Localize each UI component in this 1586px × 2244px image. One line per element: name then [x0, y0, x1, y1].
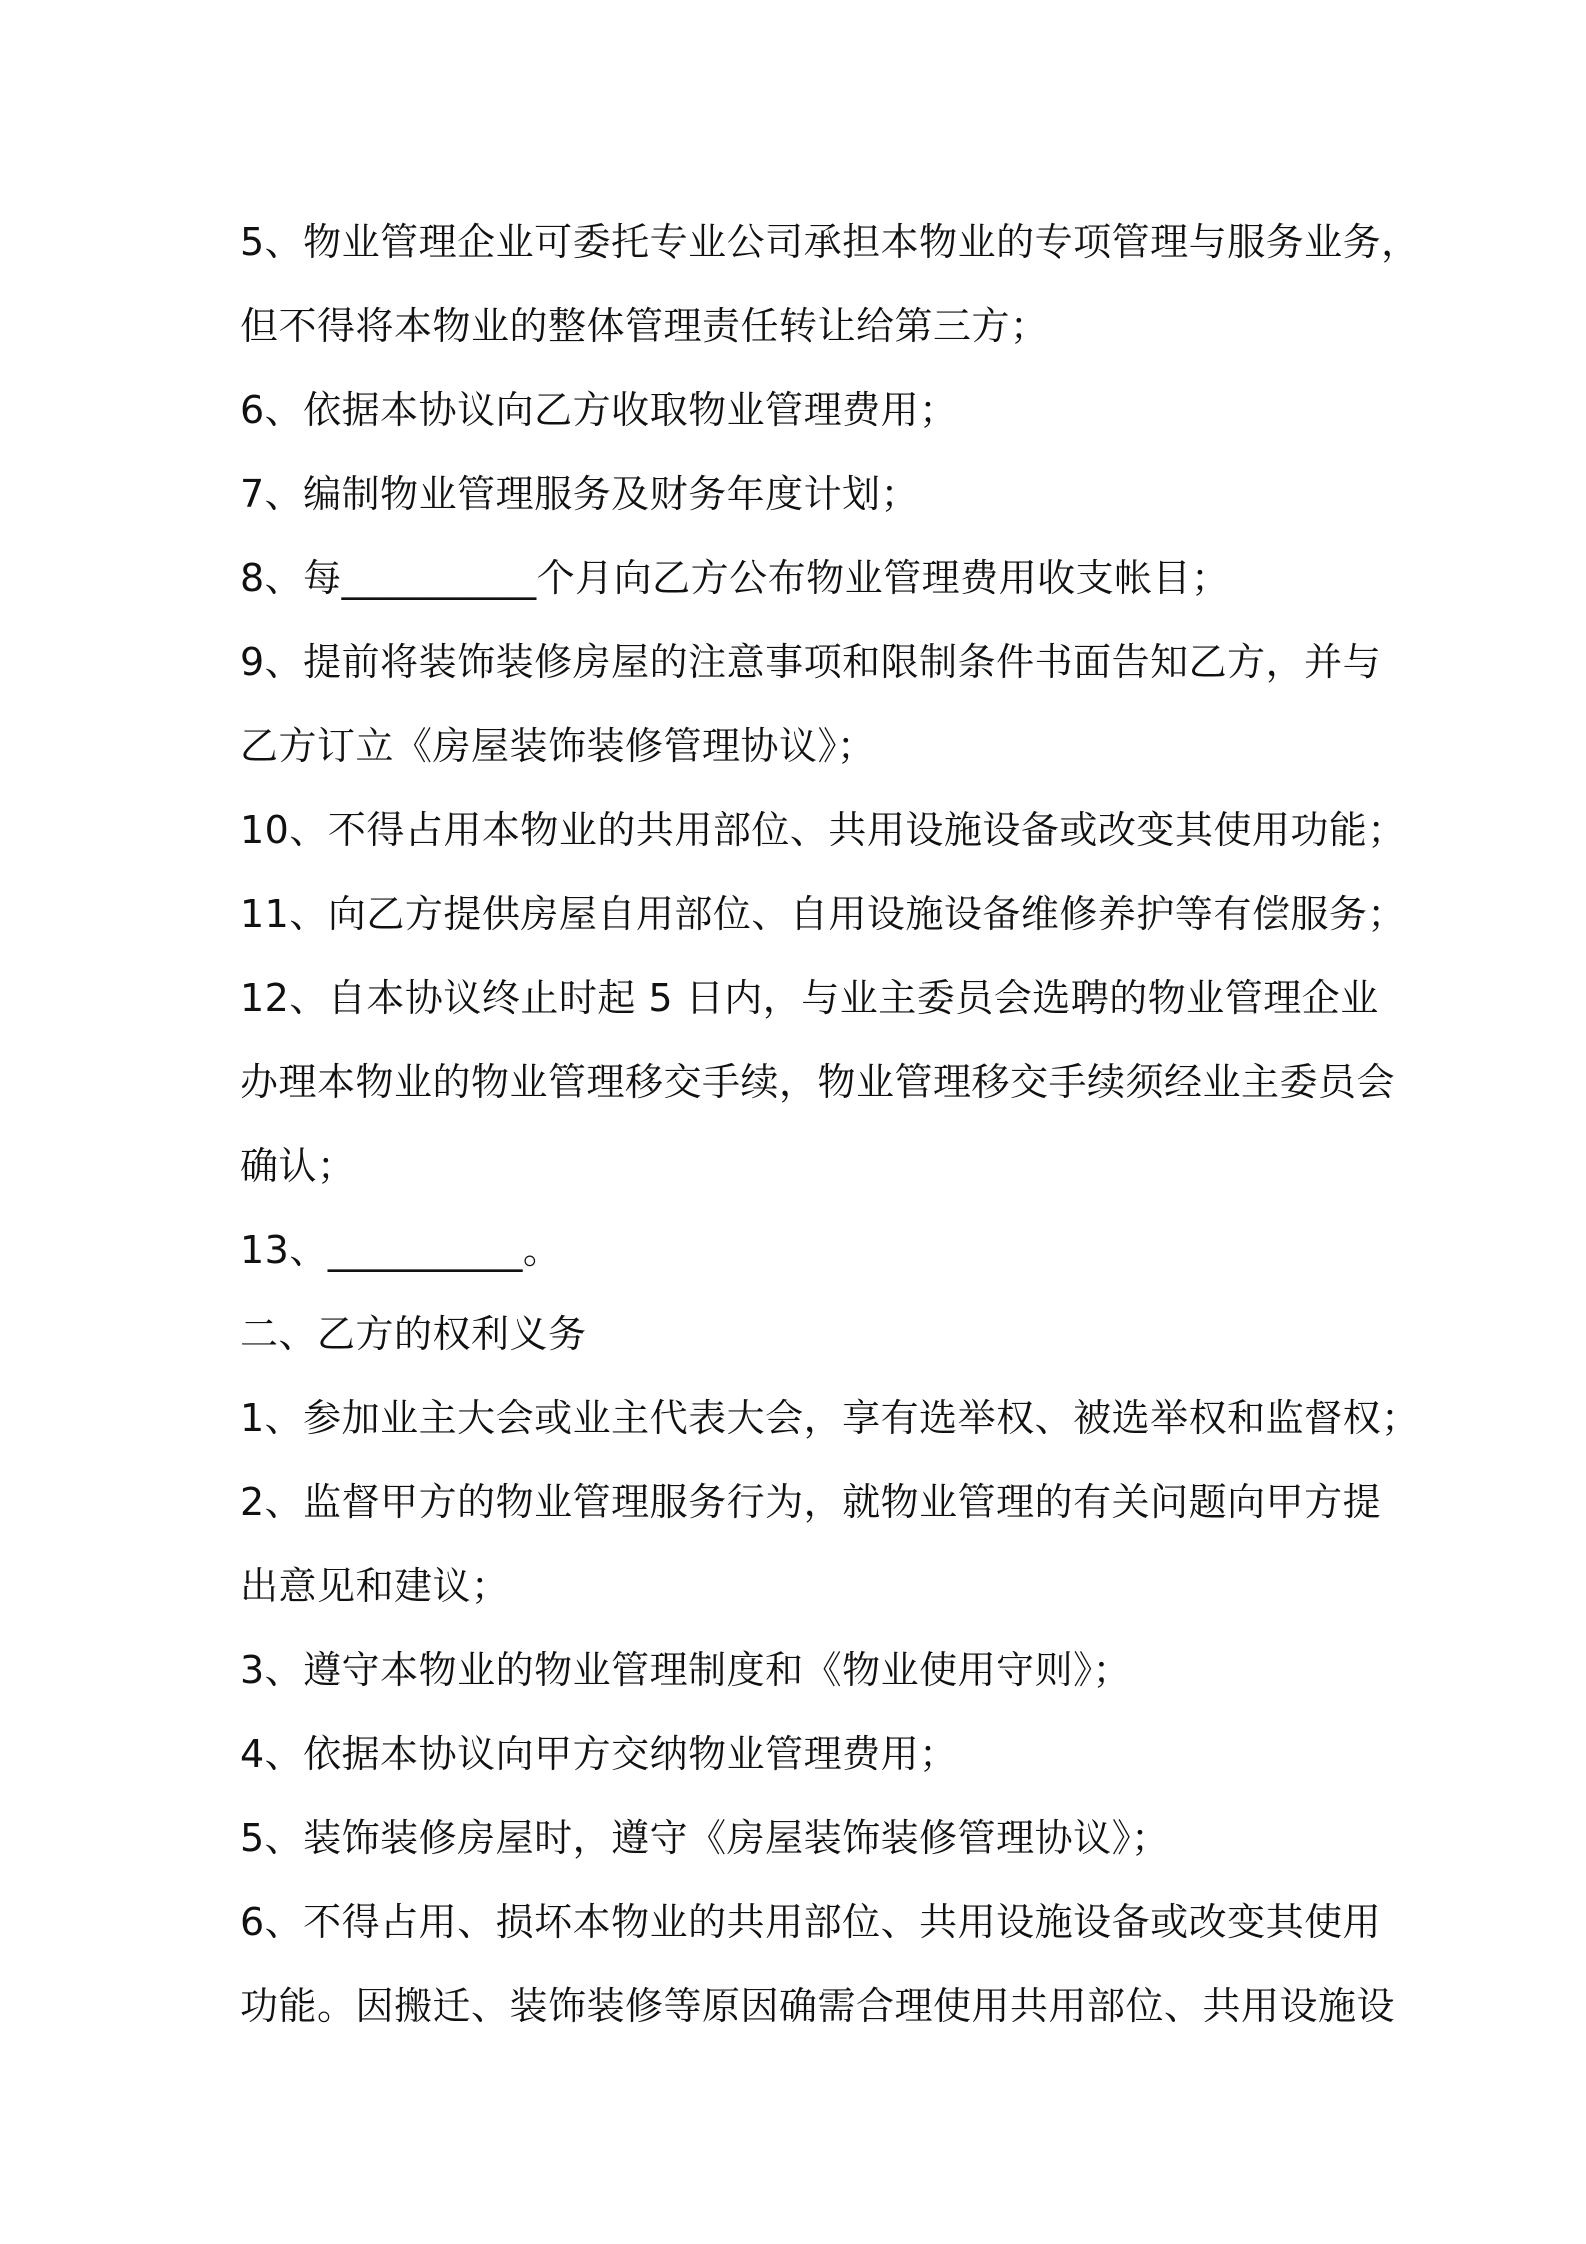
text-line: 乙方订立《房屋装饰装修管理协议》；: [240, 724, 876, 768]
text-line: 5、物业管理企业可委托专业公司承担本物业的专项管理与服务业务，: [240, 220, 1420, 264]
text-line: 13、__________。: [240, 1228, 562, 1272]
text-line: 9、提前将装饰装修房屋的注意事项和限制条件书面告知乙方，并与: [240, 640, 1382, 684]
text-line: 6、依据本协议向乙方收取物业管理费用；: [240, 388, 958, 432]
text-line: 但不得将本物业的整体管理责任转让给第三方；: [240, 304, 1049, 348]
document-body: [240, 200, 1420, 2048]
text-line: 5、装饰装修房屋时，遵守《房屋装饰装修管理协议》；: [240, 1816, 1170, 1860]
text-line: 确认；: [240, 1144, 356, 1188]
text-line: 办理本物业的物业管理移交手续，物业管理移交手续须经业主委员会: [240, 1060, 1396, 1104]
section-heading: 二、乙方的权利义务: [240, 1312, 587, 1356]
text-line: 出意见和建议；: [240, 1564, 510, 1608]
text-line: 1、参加业主大会或业主代表大会，享有选举权、被选举权和监督权；: [240, 1396, 1420, 1440]
text-line: 7、编制物业管理服务及财务年度计划；: [240, 472, 920, 516]
text-line: 4、依据本协议向甲方交纳物业管理费用；: [240, 1732, 958, 1776]
text-line: 12、自本协议终止时起 5 日内，与业主委员会选聘的物业管理企业: [240, 976, 1379, 1020]
text-line: 2、监督甲方的物业管理服务行为，就物业管理的有关问题向甲方提: [240, 1480, 1382, 1524]
text-line: 8、每__________个月向乙方公布物业管理费用收支帐目；: [240, 556, 1230, 600]
text-line: 功能。因搬迁、装饰装修等原因确需合理使用共用部位、共用设施设: [240, 1984, 1396, 2028]
text-line: 3、遵守本物业的物业管理制度和《物业使用守则》；: [240, 1648, 1132, 1692]
text-line: 11、向乙方提供房屋自用部位、自用设施设备维修养护等有偿服务；: [240, 892, 1406, 936]
text-line: 6、不得占用、损坏本物业的共用部位、共用设施设备或改变其使用: [240, 1900, 1382, 1944]
text-line: 10、不得占用本物业的共用部位、共用设施设备或改变其使用功能；: [240, 808, 1406, 852]
